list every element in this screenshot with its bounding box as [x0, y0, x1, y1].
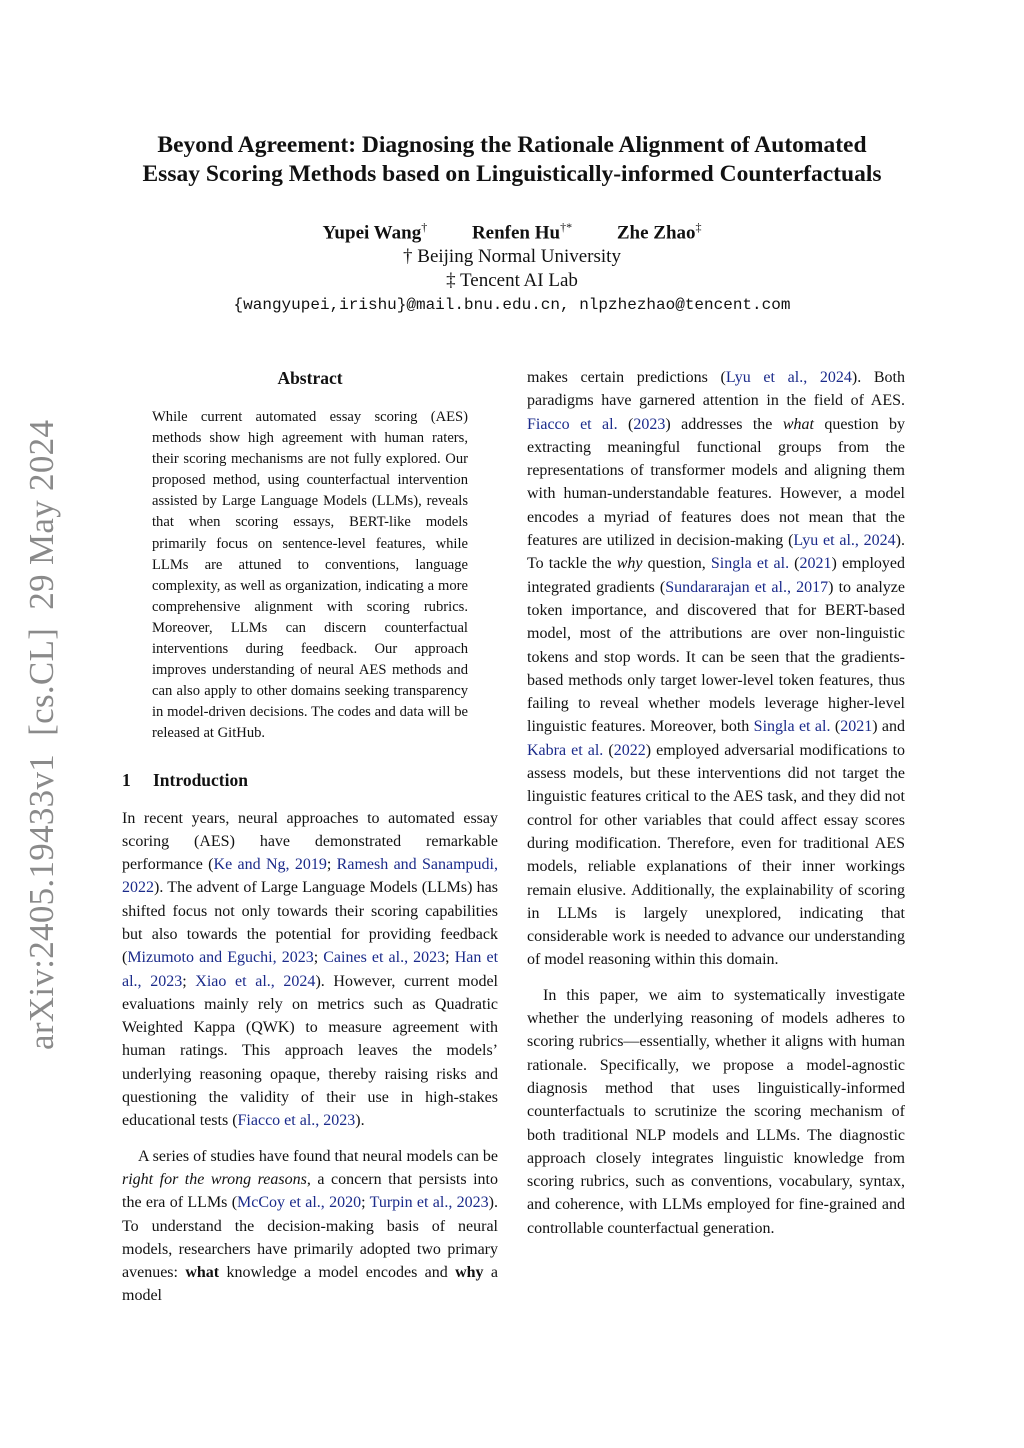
citation-link[interactable]: Ramesh and Sanampudi, 2022: [122, 856, 499, 897]
affiliation-2: ‡ Tencent AI Lab: [446, 270, 578, 292]
citation-link[interactable]: Fiacco et al., 2023: [237, 1112, 356, 1130]
arxiv-identifier-stamp: arXiv:2405.19433v1 [cs.CL] 29 May 2024: [22, 419, 61, 1050]
author-3-name: Zhe Zhao: [616, 222, 696, 244]
citation-link[interactable]: Caines et al., 2023: [323, 949, 446, 967]
citation-link[interactable]: Mizumoto and Eguchi, 2023: [127, 949, 314, 967]
citation-link[interactable]: Lyu et al., 2024: [725, 369, 852, 386]
title-line-2: Essay Scoring Methods based on Linguistically-informed Counterfactuals: [142, 161, 882, 187]
author-2-name: Renfen Hu: [471, 222, 561, 244]
text-run: ). The advent of Large Language Models (LLMs) has shifted focus not only towards their scoring capabilities but also towards the potential for providing feedback (: [122, 879, 498, 967]
author-list: [100, 215, 924, 245]
citation-link[interactable]: Singla et al.: [710, 555, 790, 573]
bold-text: why: [455, 1264, 484, 1282]
text-run: ) addresses the: [665, 415, 783, 433]
citation-link[interactable]: 2021: [799, 555, 832, 573]
paragraph: [527, 366, 905, 972]
author-block: [100, 215, 924, 317]
author-1-mark: †: [421, 220, 428, 234]
citation-link[interactable]: Lyu et al., 2024: [793, 532, 896, 550]
abstract-heading: Abstract: [277, 368, 343, 388]
text-run: (: [617, 415, 634, 433]
author-2: [472, 215, 572, 245]
section-title: Introduction: [153, 769, 248, 790]
author-emails: {wangyupei,irishu}@mail.bnu.edu.cn, nlpzhezhao@tencent.com: [233, 296, 791, 315]
text-run: ). To understand the decision-making basis of neural models, researchers have primarily adopted two primary avenues:: [122, 1194, 498, 1282]
left-column: [122, 366, 498, 1308]
text-run: , a concern that persists into the era of LLMs (: [122, 1170, 499, 1212]
right-column: [527, 366, 905, 1240]
author-1-name: Yupei Wang: [322, 222, 422, 244]
affiliation-1: † Beijing Normal University: [403, 246, 621, 268]
text-run: ). Both paradigms have garnered attention in the field of AES.: [527, 369, 905, 410]
emphasis-text: why: [616, 555, 643, 573]
text-run: question,: [642, 555, 711, 573]
text-run: ). To tackle the: [527, 532, 905, 573]
emphasis-text: right for the wrong reasons: [122, 1170, 307, 1188]
text-run: (: [603, 741, 614, 759]
text-run: A series of studies have found that neural models can be: [138, 1147, 498, 1165]
citation-link[interactable]: Han et al., 2023: [122, 949, 499, 990]
author-3-mark: ‡: [695, 220, 702, 234]
text-run: ;: [182, 972, 196, 990]
section-number: 1: [122, 769, 131, 790]
text-run: ). However, current model evaluations mainly rely on metrics such as Quadratic Weighted Kappa (QWK) to measure agreement with human ratings. This approach leaves the models’ underlying reasoning opaque, thereby raising risks and questioning the validity of their use in high-stakes educational tests (: [122, 972, 499, 1130]
text-run: ) to analyze token importance, and discovered that for BERT-based model, most of the attributions are over non-linguistic tokens and stop words. It can be seen that the gradients-based methods only target lower-level token features, thus failing to reveal whether models leverage higher-level linguistic features. Moreover, both: [527, 578, 906, 736]
text-run: (: [789, 555, 800, 573]
text-run: ;: [326, 856, 337, 874]
paper-title: [100, 131, 924, 189]
citation-link[interactable]: McCoy et al., 2020: [237, 1194, 362, 1212]
emphasis-text: what: [782, 415, 814, 433]
author-2-mark: †*: [560, 220, 573, 234]
author-3: [617, 215, 702, 245]
citation-link[interactable]: Fiacco et al.: [527, 415, 618, 433]
text-run: In this paper, we aim to systematically investigate whether the underlying reasoning of models adheres to scoring rubrics—essentially, whether it aligns with human rationale. Specifically, we propose a model-agnostic diagnosis method that uses linguistically-informed counterfactuals to scrutinize the scoring mechanism of both traditional NLP models and LLMs. The diagnostic approach closely integrates linguistic knowledge from scoring rubrics, such as conventions, vocabulary, syntax, and coherence, with LLMs employed for fine-grained and controllable counterfactual generation.: [527, 986, 905, 1237]
text-run: ) employed integrated gradients (: [527, 555, 906, 596]
paragraph: [122, 807, 498, 1133]
text-run: ).: [355, 1112, 365, 1130]
citation-link[interactable]: Xiao et al., 2024: [195, 972, 316, 990]
section-heading-introduction: [122, 765, 498, 795]
abstract-paragraph: While current automated essay scoring (AES) methods show high agreement with human raters, their scoring mechanisms are not fully explored. Our proposed method, using counterfactual intervention assisted by Large Language Models (LLMs), reveals that when scoring essays, BERT-like models primarily focus on sentence-level features, while LLMs are attuned to conventions, language complexity, as well as organization, indicating a more comprehensive alignment with scoring rubrics. Moreover, LLMs can discern counterfactual interventions during feedback. Our approach improves understanding of neural AES methods and can also apply to other domains seeking transparency in model-driven decisions. The codes and data will be released at GitHub.: [152, 409, 468, 742]
citation-link[interactable]: 2022: [613, 741, 646, 759]
text-run: ;: [361, 1194, 370, 1212]
abstract-text: [152, 407, 468, 745]
bold-text: what: [185, 1264, 220, 1282]
citation-link[interactable]: Singla et al.: [753, 718, 831, 736]
introduction-right-text: [527, 366, 905, 1240]
text-run: a model: [122, 1264, 498, 1305]
paragraph: [527, 984, 905, 1240]
introduction-left-text: [122, 807, 498, 1308]
text-run: ;: [445, 949, 455, 967]
text-run: ) employed adversarial modifications to assess models, but these interventions did not target the linguistic features critical to the AES task, and they did not control for other variables that could affect essay scores during modification. Therefore, even for traditional AES models, reliable explanations of their inner workings remain elusive. Additionally, the explainability of scoring in LLMs is largely unexplored, indicating that considerable work is needed to advance our understanding of model reasoning within this domain.: [527, 741, 906, 969]
text-run: In recent years, neural approaches to automated essay scoring (AES) have demonstrated remarkable performance (: [122, 809, 498, 874]
paragraph: [122, 1145, 498, 1308]
citation-link[interactable]: 2023: [633, 415, 666, 433]
text-run: knowledge a model encodes and: [219, 1264, 456, 1282]
text-run: makes certain predictions (: [527, 369, 726, 386]
citation-link[interactable]: 2021: [840, 718, 873, 736]
citation-link[interactable]: Kabra et al.: [527, 741, 604, 759]
title-line-1: Beyond Agreement: Diagnosing the Rationale Alignment of Automated: [157, 132, 867, 158]
author-1: [322, 215, 427, 245]
text-run: question by extracting meaningful functional groups from the representations of transformer models and aligning them with human-understandable features. However, a model encodes a myriad of features does not mean that the features are utilized in decision-making (: [527, 415, 906, 550]
citation-link[interactable]: Sundararajan et al., 2017: [665, 578, 829, 596]
citation-link[interactable]: Turpin et al., 2023: [369, 1194, 489, 1212]
text-run: ) and: [872, 718, 906, 736]
text-run: ;: [313, 949, 324, 967]
citation-link[interactable]: Ke and Ng, 2019: [213, 856, 327, 874]
text-run: (: [830, 718, 841, 736]
